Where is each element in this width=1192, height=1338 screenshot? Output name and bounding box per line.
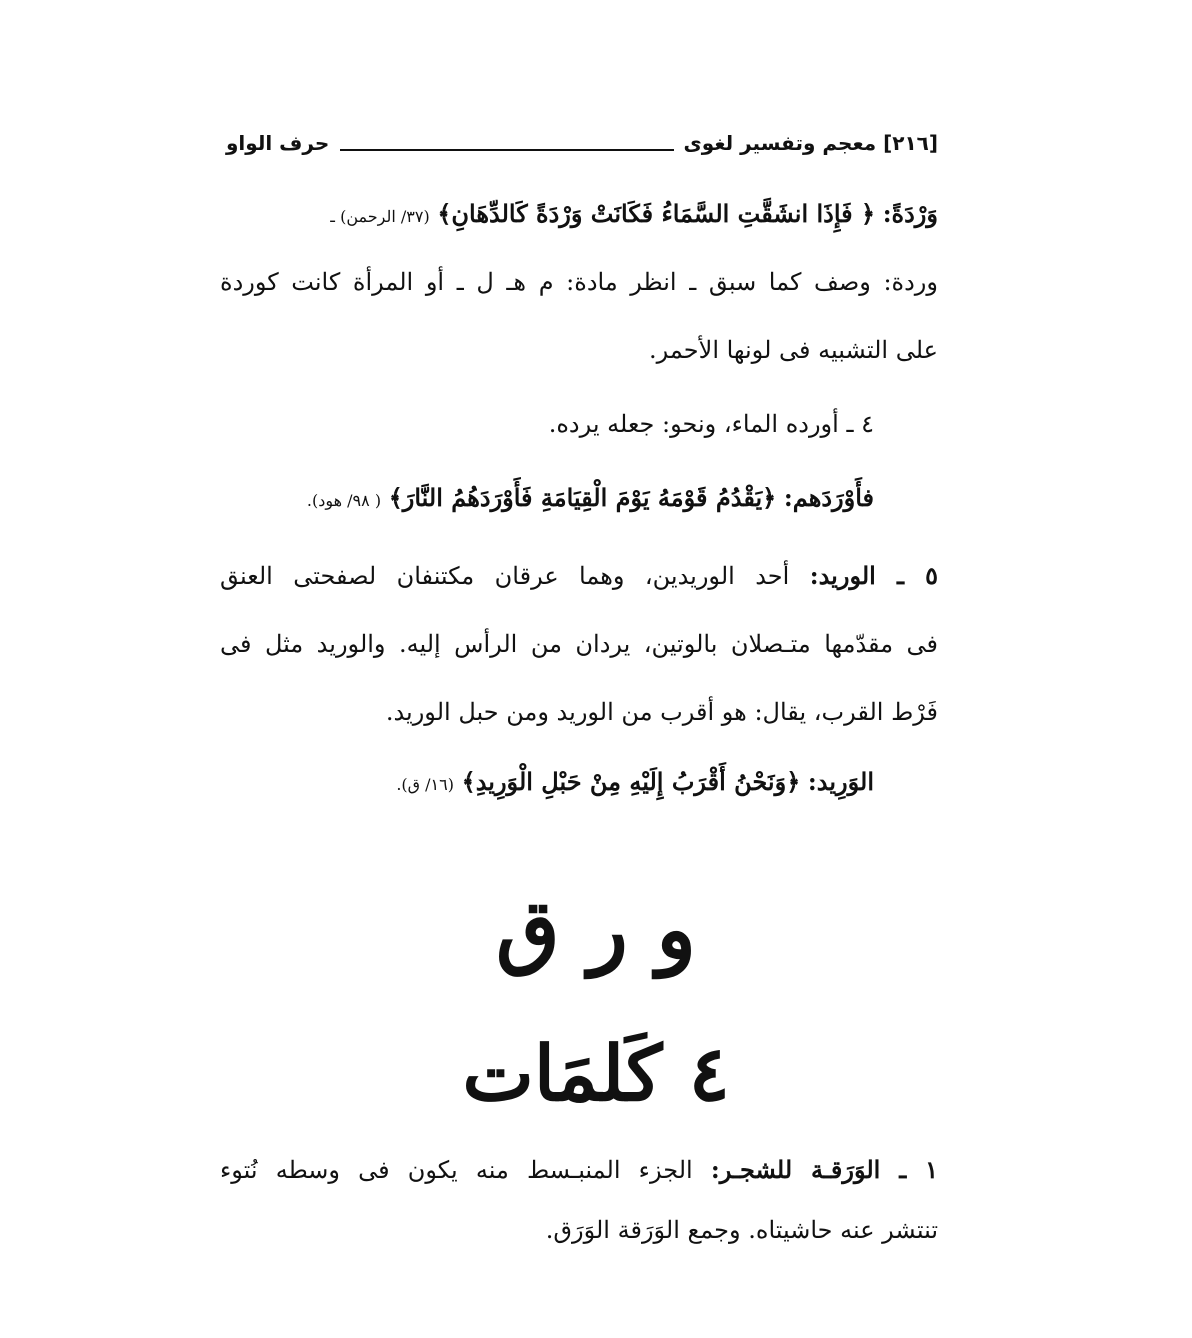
quran-verse: ﴿وَنَحْنُ أَقْرَبُ إِلَيْهِ مِنْ حَبْلِ الْوَرِيدِ﴾	[461, 767, 801, 796]
sense-text: أحد الوريدين، وهما عرقان مكتنفان لصفحتى العنق	[220, 562, 790, 590]
sense-label: ٥ ـ الوريد:	[809, 561, 938, 590]
sense-1-line2: تنتشر عنه حاشيتاه. وجمع الوَرَقة الوَرَق.	[545, 1216, 938, 1244]
entry-warda-line1	[330, 196, 938, 235]
header-page-title: [٢١٦] معجم وتفسير لغوى	[683, 131, 938, 155]
header-section-name: حرف الواو	[226, 131, 330, 155]
entry-warda-line3: على التشبيه فى لونها الأحمر.	[649, 336, 938, 364]
entry-awradahum-line	[307, 480, 874, 519]
sense-1-line1	[220, 1152, 938, 1188]
verse-reference: (١٦/ ق).	[396, 775, 454, 794]
running-header	[226, 131, 938, 163]
entry-term: وَرْدَةً:	[882, 199, 938, 228]
sense-text: الجزء المنبـسط منه يكون فى وسطه نُتوء	[220, 1156, 693, 1184]
quran-verse: ﴿يَقْدُمُ قَوْمَهُ يَوْمَ الْقِيَامَةِ فَأَوْرَدَهُمُ النَّارَ﴾	[388, 483, 777, 512]
entry-warda-line2: وردة: وصف كما سبق ـ انظر مادة: م هـ ل ـ أو المرأة كانت كوردة	[220, 268, 938, 296]
entry-warid-line	[396, 764, 874, 803]
sense-5-line1	[220, 558, 938, 594]
sense-5-line2: فى مقدّمها متـصلان بالوتين، يردان من الرأس إليه. والوريد مثل فى	[220, 630, 938, 658]
sense-4-definition: ٤ ـ أورده الماء، ونحو: جعله يرده.	[548, 410, 874, 438]
header-rule	[340, 149, 674, 151]
quran-verse: ﴿ فَإِذَا انشَقَّتِ السَّمَاءُ فَكَانَتْ وَرْدَةً كَالدِّهَانِ﴾	[437, 199, 876, 228]
verse-reference: ( ٩٨/ هود).	[306, 491, 382, 510]
entry-term: الوَرِيد:	[807, 767, 874, 796]
root-heading: و ر ق	[496, 882, 696, 978]
sense-label: ١ ـ الوَرَقـة للشجـر:	[710, 1155, 939, 1184]
verse-reference: (٣٧/ الرحمن) ـ	[330, 207, 430, 226]
sense-5-line3: فَرْط القرب، يقال: هو أقرب من الوريد ومن حبل الوريد.	[385, 698, 938, 726]
entry-term: فأَوْرَدَهم:	[783, 483, 874, 512]
word-count-heading: ٤ كَلمَات	[462, 1029, 730, 1118]
